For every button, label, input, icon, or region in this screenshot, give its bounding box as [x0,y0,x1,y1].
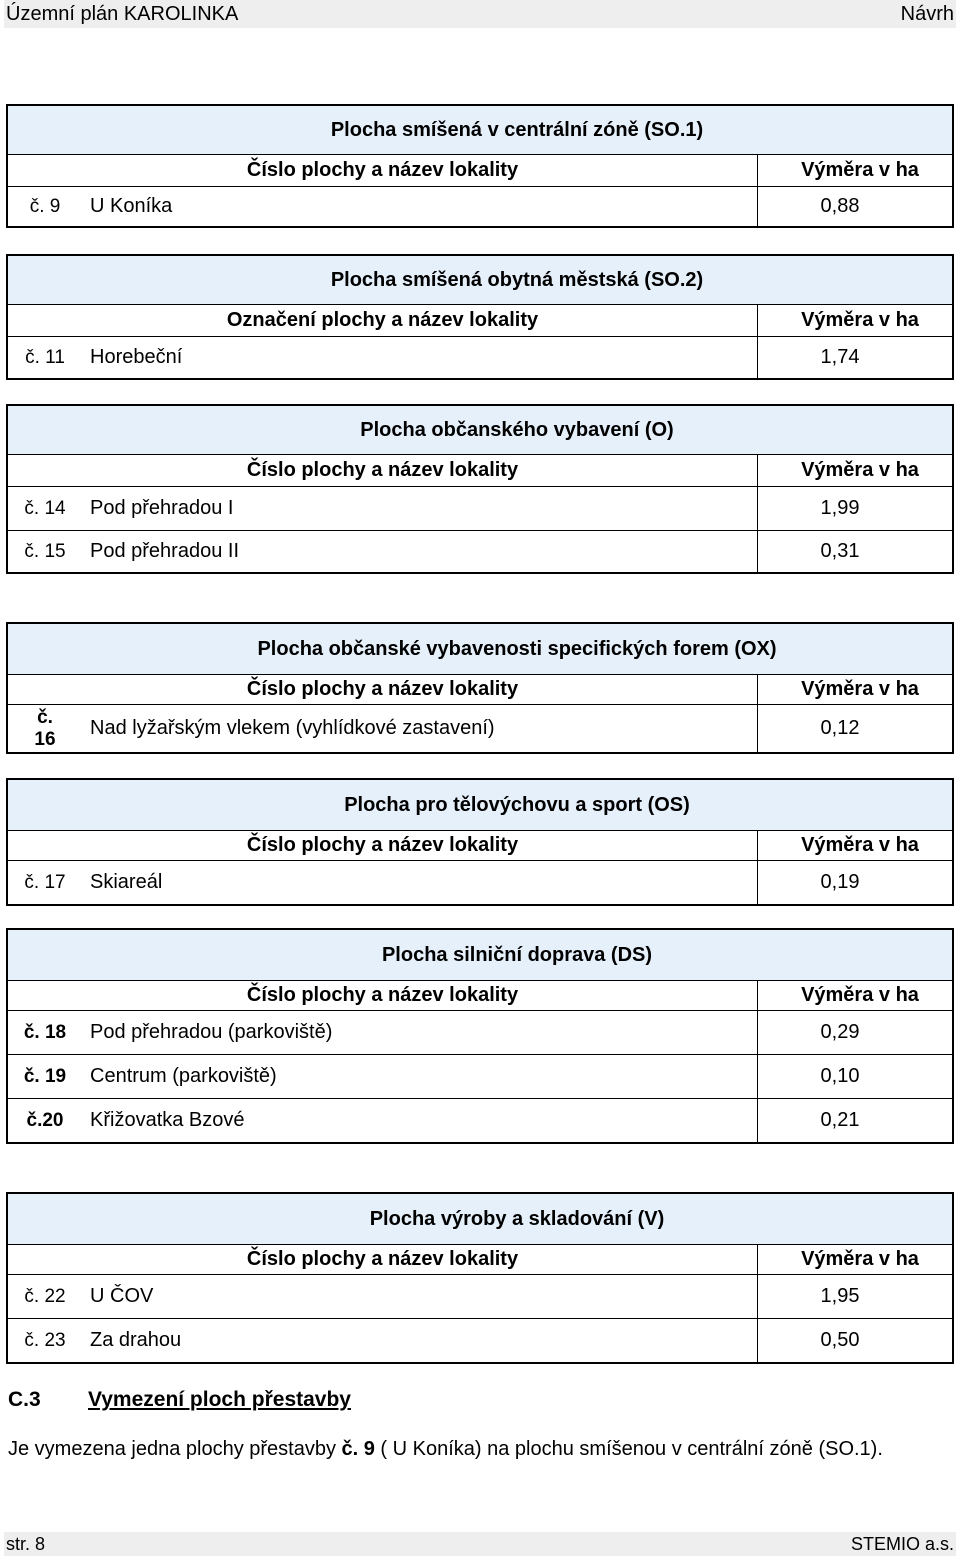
table-title-row [8,256,952,304]
section-paragraph [8,1438,883,1461]
header-status: Návrh [900,2,954,25]
column-header-name: Číslo plochy a název lokality [246,1248,519,1270]
table-header-row [8,1244,952,1274]
table-title-row [8,780,952,830]
column-header-name: Číslo plochy a název lokality [246,159,519,181]
plot-name: Horebeční [90,346,183,368]
column-header-area: Výměra v ha [757,1245,952,1274]
plot-number: č. 14 [24,497,66,519]
section-number: C.3 [8,1388,41,1411]
table-title-row [8,1194,952,1244]
plot-number: č. 23 [24,1329,66,1351]
paragraph-text-start: Je vymezena jedna plochy přestavby [8,1438,342,1460]
table-title: Plocha pro tělovýchovu a sport (OS) [344,793,690,816]
plot-area: 0,31 [757,531,952,572]
table-v [6,1192,954,1364]
table-row [8,486,952,530]
column-header-area: Výměra v ha [757,455,952,486]
table-title-row [8,930,952,980]
column-header-name: Označení plochy a název lokality [226,309,539,331]
column-header-area: Výměra v ha [757,155,952,186]
table-title: Plocha smíšená obytná městská (SO.2) [330,268,704,291]
paragraph-text-end: ( U Koníka) na plochu smíšenou v centrální zóně (SO.1). [374,1438,883,1460]
table-title: Plocha smíšená v centrální zóně (SO.1) [330,118,704,141]
table-header-row [8,830,952,860]
table-header-row [8,980,952,1010]
column-header-name: Číslo plochy a název lokality [246,834,519,856]
table-row [8,1274,952,1318]
plot-number: č. 22 [24,1285,66,1307]
table-row [8,704,952,752]
plot-name: Pod přehradou II [90,540,239,562]
table-so2 [6,254,954,380]
table-header-row [8,674,952,704]
plot-name: U Koníka [90,195,173,217]
table-title-row [8,624,952,674]
table-title: Plocha občanského vybavení (O) [360,418,674,441]
plot-name: Za drahou [90,1329,182,1351]
column-header-name: Číslo plochy a název lokality [246,984,519,1006]
column-header-area: Výměra v ha [757,305,952,336]
plot-area: 0,19 [757,861,952,904]
table-row [8,860,952,904]
plot-number: č. 18 [23,1021,67,1043]
table-o [6,404,954,574]
plot-number: č. 19 [23,1065,67,1087]
table-title-row [8,106,952,154]
table-row [8,336,952,378]
plot-name: Skiareál [90,871,163,893]
column-header-name: Číslo plochy a název lokality [246,678,519,700]
table-so1 [6,104,954,228]
plot-area: 0,29 [757,1011,952,1054]
plot-name: Pod přehradou (parkoviště) [90,1021,333,1043]
plot-area: 1,99 [757,487,952,530]
table-header-row [8,304,952,336]
plot-number: č. 17 [24,871,66,893]
header-document-title: Územní plán KAROLINKA [6,2,239,25]
table-header-row [8,454,952,486]
column-header-area: Výměra v ha [757,981,952,1010]
plot-name: Křižovatka Bzové [90,1109,245,1131]
page-footer [4,1532,956,1556]
plot-number-value: 16 [34,728,56,750]
table-title-row [8,406,952,454]
page-header [4,0,956,28]
plot-area: 0,10 [757,1055,952,1098]
plot-area: 1,74 [757,337,952,378]
table-ds [6,928,954,1144]
plot-number-prefix: č. [37,706,53,728]
footer-company: STEMIO a.s. [850,1533,954,1554]
table-ox [6,622,954,754]
plot-area: 1,95 [757,1275,952,1318]
plot-area: 0,50 [757,1319,952,1362]
plot-area: 0,88 [757,187,952,226]
table-title: Plocha silniční doprava (DS) [381,943,653,966]
table-row [8,1054,952,1098]
table-row [8,1010,952,1054]
plot-number [8,705,82,752]
table-os [6,778,954,906]
column-header-area: Výměra v ha [757,831,952,860]
table-row [8,530,952,572]
plot-name: Nad lyžařským vlekem (vyhlídkové zastavení) [90,717,495,739]
table-title: Plocha občanské vybavenosti specifických forem (OX) [257,637,777,660]
paragraph-plot-reference: č. 9 [341,1438,375,1460]
column-header-area: Výměra v ha [757,675,952,704]
plot-name: U ČOV [90,1285,154,1307]
section-title: Vymezení ploch přestavby [88,1388,351,1411]
table-row [8,186,952,226]
plot-number: č. 9 [29,195,61,217]
footer-page-number: str. 8 [6,1533,46,1554]
plot-name: Centrum (parkoviště) [90,1065,277,1087]
plot-number: č. 15 [24,540,66,562]
table-row [8,1318,952,1362]
table-row [8,1098,952,1142]
table-header-row [8,154,952,186]
plot-number: č. 11 [25,346,65,368]
plot-number: č.20 [26,1109,64,1131]
column-header-name: Číslo plochy a název lokality [246,459,519,481]
plot-name: Pod přehradou I [90,497,234,519]
plot-area: 0,21 [757,1099,952,1142]
plot-area: 0,12 [757,705,952,752]
table-title: Plocha výroby a skladování (V) [369,1207,665,1230]
